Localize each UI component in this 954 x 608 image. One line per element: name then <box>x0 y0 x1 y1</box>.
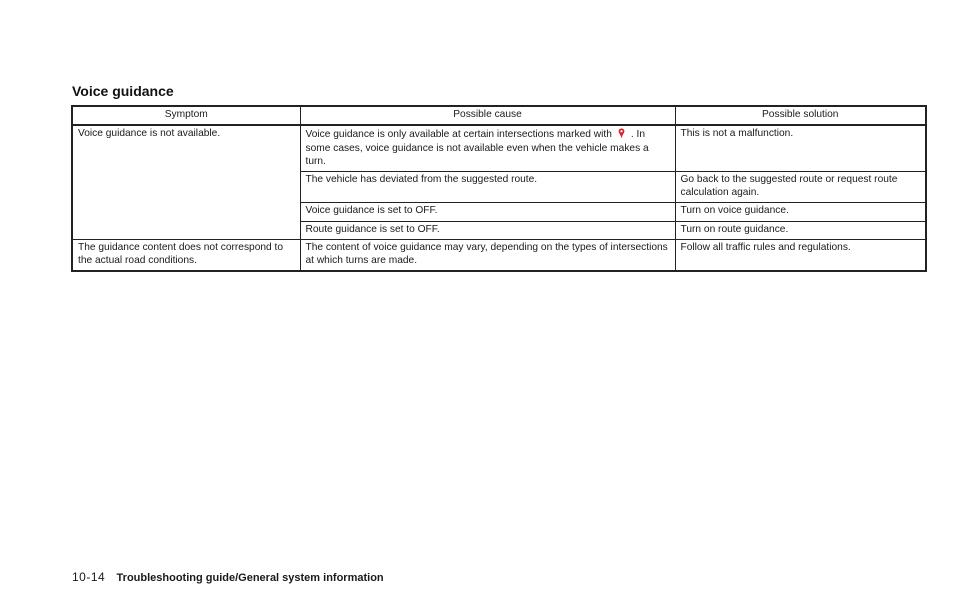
table-row <box>72 240 926 272</box>
header-possible-solution: Possible solution <box>675 106 926 125</box>
section-title: Voice guidance <box>72 83 174 99</box>
cause-text: Voice guidance is only available at certain intersections marked with <box>305 128 612 140</box>
cause-cell <box>300 125 675 172</box>
table-row <box>72 125 926 172</box>
solution-cell: Turn on route guidance. <box>675 221 926 240</box>
red-pin-icon <box>618 128 625 144</box>
chapter-title: Troubleshooting guide/General system information <box>116 572 384 584</box>
cause-text-continued: . In some cases, voice guidance is not available even when the vehicle makes a turn. <box>305 128 649 167</box>
cause-cell: Voice guidance is set to OFF. <box>300 203 675 222</box>
cause-cell: Route guidance is set to OFF. <box>300 221 675 240</box>
page-footer <box>72 570 384 584</box>
troubleshooting-table <box>71 105 927 272</box>
solution-cell: Turn on voice guidance. <box>675 203 926 222</box>
symptom-cell: The guidance content does not correspond to the actual road conditions. <box>72 240 300 272</box>
cause-cell: The content of voice guidance may vary, depending on the types of intersections at which turns are made. <box>300 240 675 272</box>
page-number: 10-14 <box>72 570 106 584</box>
symptom-cell: Voice guidance is not available. <box>72 125 300 240</box>
solution-cell: This is not a malfunction. <box>675 125 926 172</box>
table-header-row <box>72 106 926 125</box>
header-symptom: Symptom <box>72 106 300 125</box>
cause-cell: The vehicle has deviated from the suggested route. <box>300 172 675 203</box>
solution-cell: Follow all traffic rules and regulations. <box>675 240 926 272</box>
solution-cell: Go back to the suggested route or request route calculation again. <box>675 172 926 203</box>
header-possible-cause: Possible cause <box>300 106 675 125</box>
